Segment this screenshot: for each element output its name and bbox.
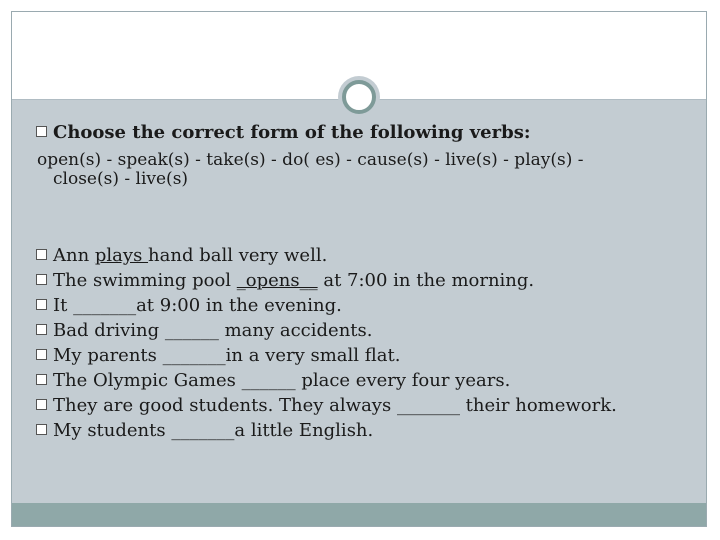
verb-list-line-2: close(s) - live(s) [53,169,189,189]
sentence-3 [36,295,342,317]
circle-ornament-icon [342,80,376,114]
answer-blank[interactable]: _______ [396,395,460,416]
answer-blank[interactable]: plays [94,245,149,266]
instruction-title: Choose the correct form of the following verbs: [53,122,531,143]
slide-footer-band [12,503,706,526]
sentence-text: many accidents. [218,320,373,341]
square-bullet-icon [36,374,47,385]
sentence-7 [36,395,617,417]
sentence-text: Bad driving [53,320,165,341]
sentence-text: The Olympic Games [53,370,242,391]
sentence-text: My parents [53,345,163,366]
sentence-text: The swimming pool [53,270,237,291]
sentence-text: their homework. [459,395,617,416]
square-bullet-icon [36,299,47,310]
sentence-4 [36,320,372,342]
sentence-text: They are good students. They always [53,395,397,416]
sentence-text: at 7:00 in the morning. [317,270,535,291]
sentence-1 [36,245,327,267]
answer-blank[interactable]: ______ [241,370,296,391]
square-bullet-icon [36,349,47,360]
sentence-8 [36,420,373,442]
slide [11,11,707,527]
sentence-text: at 9:00 in the evening. [136,295,342,316]
sentence-2 [36,270,534,292]
sentence-text: in a very small flat. [225,345,401,366]
verb-list-line-1: open(s) - speak(s) - take(s) - do( es) - cause(s) - live(s) - play(s) - [37,150,584,170]
square-bullet-icon [36,126,47,137]
square-bullet-icon [36,324,47,335]
square-bullet-icon [36,249,47,260]
sentence-text: Ann [53,245,95,266]
sentence-6 [36,370,510,392]
sentence-text: My students [53,420,172,441]
instruction-heading [36,122,530,144]
square-bullet-icon [36,399,47,410]
square-bullet-icon [36,424,47,435]
sentence-text: It [53,295,74,316]
answer-blank[interactable]: ______ [164,320,219,341]
answer-blank[interactable]: _______ [171,420,235,441]
answer-blank[interactable]: _______ [162,345,226,366]
answer-blank[interactable]: _______ [73,295,137,316]
sentence-text: place every four years. [295,370,511,391]
sentence-text: hand ball very well. [148,245,328,266]
sentence-text: a little English. [234,420,374,441]
square-bullet-icon [36,274,47,285]
answer-blank[interactable]: _opens__ [236,270,318,291]
sentence-5 [36,345,400,367]
